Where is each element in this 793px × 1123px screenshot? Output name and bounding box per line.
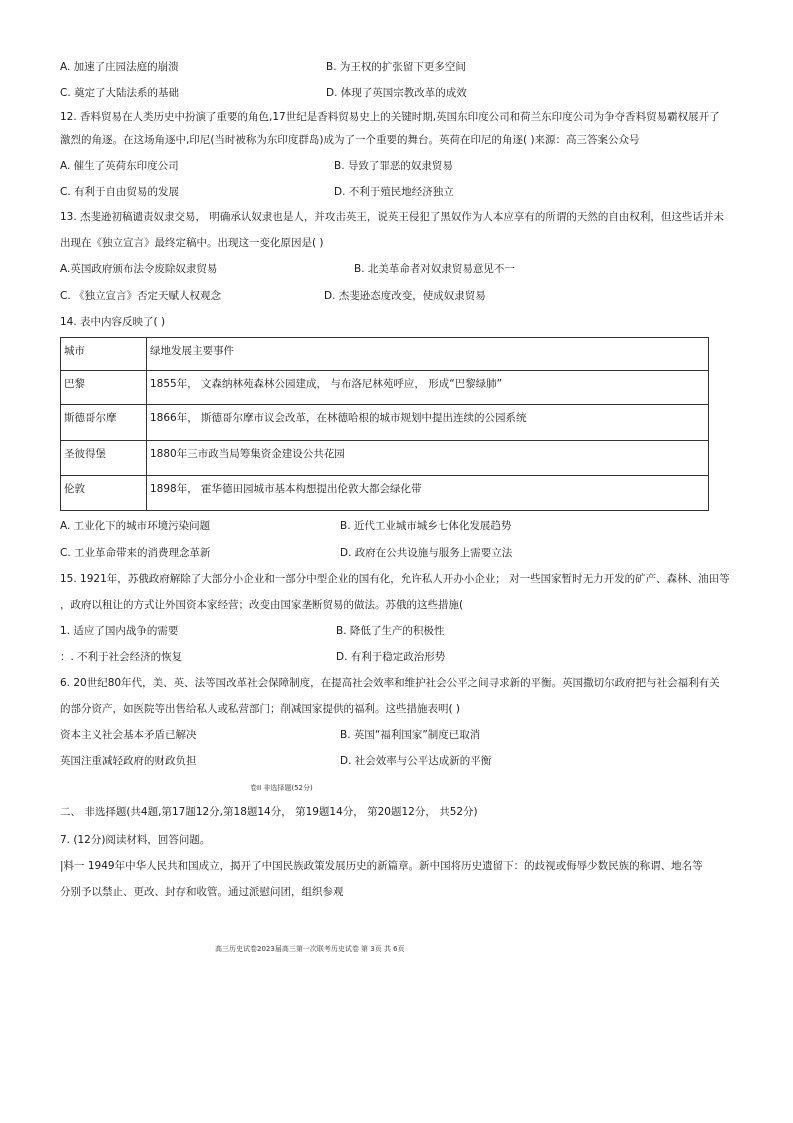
q11-option-c: C. 奠定了大陆法系的基础 <box>60 87 180 99</box>
q14-stem: 14. 表中内容反映了( ) <box>60 316 166 328</box>
q13-option-c: C. 《独立宣言》否定天赋人权观念 <box>60 290 222 302</box>
q16-option-c: 英国注重减轻政府的财政负担 <box>60 755 197 767</box>
q11-option-b: B. 为王权的扩张留下更多空间 <box>326 61 466 73</box>
q14-option-b: B. 近代工业城市城乡七体化发展趋势 <box>340 520 512 532</box>
q13-stem-line2: 出现在《独立宣言》最终定稿中。出现这一变化原因是( ) <box>60 237 324 249</box>
table-row <box>61 371 709 405</box>
table-header-row <box>61 338 709 371</box>
q17-stem: 7. (12分)阅读材料，回答问题。 <box>60 834 211 846</box>
table-cell-city: 巴黎 <box>61 371 147 405</box>
section2-heading: 二、 非选择题(共4题,第17题12分,第18题14分， 第19题14分， 第20题12分， 共52分) <box>60 806 478 818</box>
q12-stem-line2: 激烈的角逐。在这场角逐中,印尼(当时被称为东印度群岛)成为了一个重要的舞台。英荷在印尼的角逐( )来源：高三答案公众号 <box>60 134 640 146</box>
table-cell-event: 1880年三市政当局筹集资金建设公共花园 <box>147 441 709 476</box>
q11-option-d: D. 体现了英国宗教改革的成效 <box>326 87 467 99</box>
table-cell-event: 1855年， 文森纳林苑森林公园建成， 与布洛尼林苑呼应， 形成“巴黎绿肺” <box>147 371 709 405</box>
q13-option-d: D. 杰斐逊态度改变，使成奴隶贸易 <box>324 290 486 302</box>
q16-option-b: B. 英国“福利国家”制度已取消 <box>340 729 481 741</box>
q17-material-line1: |料一 1949年中华人民共和国成立，揭开了中国民族政策发展历史的新篇章。新中国将历史遗留下：的歧视或侮辱少数民族的称谓、地名等 <box>60 860 703 872</box>
page-footer: 高三历史试卷2023届高三第一次联考历史试卷 第 3页 共 6页 <box>215 945 405 953</box>
q15-stem-line2: ，政府以租让的方式让外国资本家经营；改变由国家垄断贸易的做法。苏俄的这些措施( <box>60 599 464 611</box>
q12-option-c: C. 有利于自由贸易的发展 <box>60 186 180 198</box>
table-cell-event: 1866年， 斯德哥尔摩市议会改革，在林德哈根的城市规划中提出连续的公园系统 <box>147 405 709 441</box>
q12-option-d: D. 不利于殖民地经济独立 <box>334 186 454 198</box>
q16-option-a: 资本主义社会基本矛盾已解决 <box>60 729 197 741</box>
table-row <box>61 405 709 441</box>
q14-option-a: A. 工业化下的城市环境污染问题 <box>60 520 211 532</box>
q14-option-d: D. 政府在公共设施与服务上需要立法 <box>340 547 513 559</box>
q14-table <box>60 337 709 511</box>
q14-option-c: C. 工业革命带来的消费理念革新 <box>60 547 211 559</box>
q17-material-line2: 分别予以禁止、更改、封存和收管。通过派慰问团，组织参观 <box>60 886 344 898</box>
table-row <box>61 476 709 511</box>
q15-option-a: 1. 适应了国内战争的需要 <box>60 625 179 637</box>
table-cell-city: 斯德哥尔摩 <box>61 405 147 441</box>
q16-stem-line2: 的部分资产，如医院等出售给私人或私营部门；削减国家提供的福利。这些措施表明( ) <box>60 703 461 715</box>
table-cell-city: 伦敦 <box>61 476 147 511</box>
q11-option-a: A. 加速了庄园法庭的崩溃 <box>60 61 179 73</box>
table-cell-city: 圣彼得堡 <box>61 441 147 476</box>
q12-option-b: B. 导致了罪恶的奴隶贸易 <box>334 160 453 172</box>
q12-option-a: A. 催生了英荷东印度公司 <box>60 160 179 172</box>
q15-option-b: B. 降低了生产的积极性 <box>336 625 445 637</box>
section-divider: 卷II 非选择题(52分) <box>250 784 313 792</box>
q15-option-c: ：. 不利于社会经济的恢复 <box>60 651 183 663</box>
q13-option-b: B. 北美革命者对奴隶贸易意见不一 <box>354 263 515 275</box>
q16-stem-line1: 6. 20世纪80年代，美、英、法等国改革社会保障制度，在提高社会效率和维护社会公平之间寻求新的平衡。英国撒切尔政府把与社会福利有关 <box>60 677 720 689</box>
table-header-events: 绿地发展主要事件 <box>147 338 709 371</box>
table-cell-event: 1898年， 霍华德田园城市基本构想提出伦敦大都会绿化带 <box>147 476 709 511</box>
q13-option-a: A.英国政府颁布法令废除奴隶贸易 <box>60 263 218 275</box>
q15-option-d: D. 有利于稳定政治形势 <box>336 651 446 663</box>
q13-stem-line1: 13. 杰斐逊初稿谴责奴隶交易， 明确承认奴隶也是人，并攻击英王，说英王侵犯了黑奴作为人本应享有的所谓的天然的自由权利，但这些话并未 <box>60 211 724 223</box>
q12-stem-line1: 12. 香料贸易在人类历史中扮演了重要的角色,17世纪是香料贸易史上的关键时期,英国东印度公司和荷兰东印度公司为争夺香料贸易霸权展开了 <box>60 111 720 123</box>
q16-option-d: D. 社会效率与公平达成新的平衡 <box>340 755 492 767</box>
q15-stem-line1: 15. 1921年，苏俄政府解除了大部分小企业和一部分中型企业的国有化，允许私人开办小企业； 对一些国家暂时无力开发的矿产、森林、油田等 <box>60 573 730 585</box>
table-header-city: 城市 <box>61 338 147 371</box>
table-row <box>61 441 709 476</box>
